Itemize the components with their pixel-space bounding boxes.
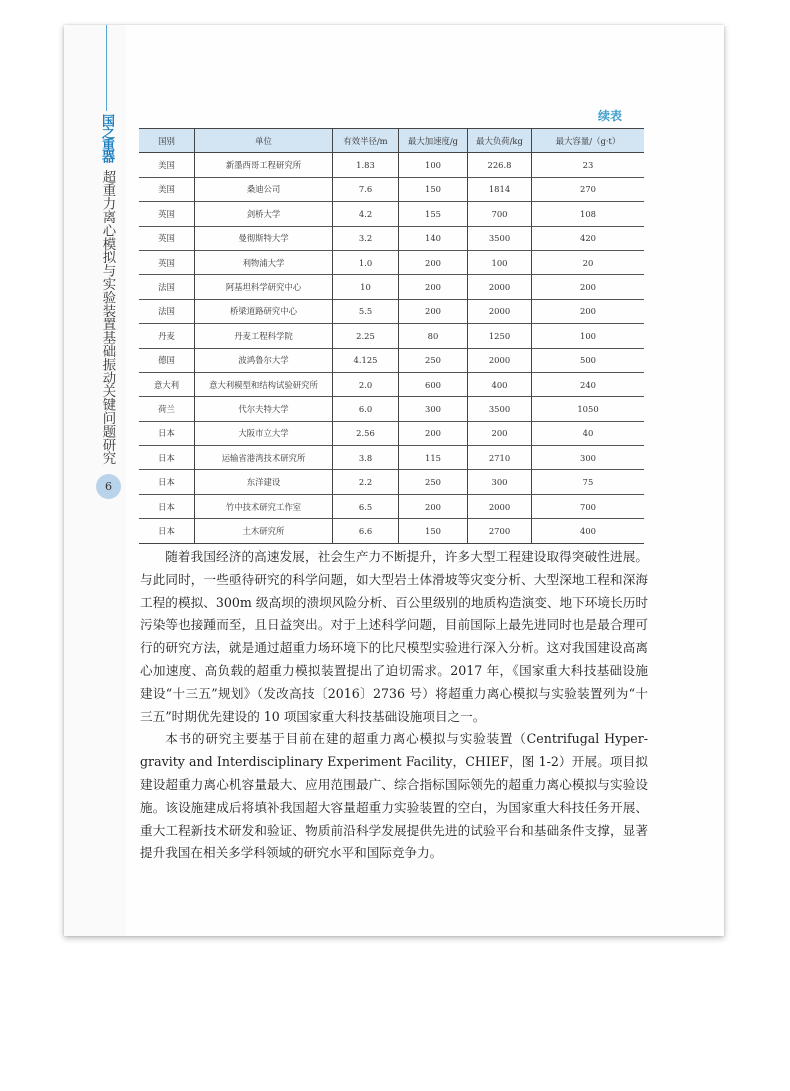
cell-country: 日本 bbox=[158, 452, 175, 463]
cell-radius: 4.2 bbox=[333, 202, 399, 226]
col-header-capacity: 最大容量/（g·t） bbox=[532, 129, 645, 153]
cell-country: 英国 bbox=[158, 257, 175, 268]
cell-capacity: 240 bbox=[532, 372, 645, 396]
cell-country: 日本 bbox=[158, 477, 175, 488]
cell-load: 100 bbox=[468, 250, 532, 274]
col-header-radius: 有效半径/m bbox=[333, 129, 399, 153]
cell-radius: 4.125 bbox=[333, 348, 399, 372]
cell-load: 700 bbox=[468, 202, 532, 226]
cell-radius: 6.0 bbox=[333, 397, 399, 421]
cell-load: 2000 bbox=[468, 348, 532, 372]
cell-acceleration: 155 bbox=[399, 202, 468, 226]
cell-institution: 波鸿鲁尔大学 bbox=[195, 348, 333, 372]
col-header-acceleration: 最大加速度/g bbox=[399, 129, 468, 153]
table-row bbox=[139, 446, 644, 470]
paragraph: 随着我国经济的高速发展，社会生产力不断提升，许多大型工程建设取得突破性进展。与此同时，一些亟待研究的科学问题，如大型岩土体滑坡等灾变分析、大型深地工程和深海工程的模拟、300m 级高坝的溃坝风险分析、百公里级别的地质构造演变、地下环境长历时污染等也接踵而至，且日益突出。对于上述科学问题，目前国际上最先进同时也是最合理可行的研究方法，就是通过超重力场环境下的比尺模型实验进行深入分析。这对我国建设高离心加速度、高负载的超重力模拟装置提出了迫切需求。2017 年，《国家重大科技基础设施建设“十三五”规划》（发改高技〔2016〕2736 号）将超重力离心模拟与实验装置列为“十三五”时期优先建设的 10 项国家重大科技基础设施项目之一。 bbox=[140, 549, 648, 724]
cell-radius: 2.25 bbox=[333, 324, 399, 348]
cell-country: 荷兰 bbox=[158, 403, 175, 414]
cell-load: 3500 bbox=[468, 397, 532, 421]
cell-capacity: 500 bbox=[532, 348, 645, 372]
centrifuge-table bbox=[139, 128, 644, 544]
table-row bbox=[139, 299, 644, 323]
table-row bbox=[139, 177, 644, 201]
cell-acceleration: 150 bbox=[399, 177, 468, 201]
cell-country: 美国 bbox=[158, 160, 175, 171]
cell-radius: 1.83 bbox=[333, 153, 399, 177]
cell-capacity: 200 bbox=[532, 275, 645, 299]
cell-institution: 阿基坦科学研究中心 bbox=[195, 275, 333, 299]
table-row bbox=[139, 250, 644, 274]
cell-acceleration: 200 bbox=[399, 421, 468, 445]
series-title: 国之重器 bbox=[99, 114, 114, 162]
cell-acceleration: 200 bbox=[399, 494, 468, 518]
table-row bbox=[139, 226, 644, 250]
col-header-load: 最大负荷/kg bbox=[468, 129, 532, 153]
cell-acceleration: 300 bbox=[399, 397, 468, 421]
cell-radius: 1.0 bbox=[333, 250, 399, 274]
table-row bbox=[139, 397, 644, 421]
cell-radius: 3.8 bbox=[333, 446, 399, 470]
cell-capacity: 700 bbox=[532, 494, 645, 518]
table-row bbox=[139, 519, 644, 543]
col-header-country: 国别 bbox=[158, 135, 175, 146]
book-page bbox=[64, 25, 724, 936]
cell-radius: 2.56 bbox=[333, 421, 399, 445]
cell-capacity: 108 bbox=[532, 202, 645, 226]
table-row bbox=[139, 275, 644, 299]
side-margin-strip bbox=[64, 25, 126, 936]
cell-country: 英国 bbox=[158, 233, 175, 244]
table-row bbox=[139, 470, 644, 494]
cell-country: 德国 bbox=[158, 355, 175, 366]
cell-institution: 竹中技术研究工作室 bbox=[195, 494, 333, 518]
cell-load: 226.8 bbox=[468, 153, 532, 177]
cell-institution: 新墨西哥工程研究所 bbox=[195, 153, 333, 177]
body-text bbox=[140, 546, 648, 865]
cell-acceleration: 140 bbox=[399, 226, 468, 250]
cell-institution: 运输省港湾技术研究所 bbox=[195, 446, 333, 470]
cell-capacity: 100 bbox=[532, 324, 645, 348]
cell-radius: 3.2 bbox=[333, 226, 399, 250]
cell-capacity: 400 bbox=[532, 519, 645, 543]
cell-load: 2000 bbox=[468, 494, 532, 518]
cell-country: 日本 bbox=[158, 501, 175, 512]
cell-radius: 10 bbox=[333, 275, 399, 299]
cell-institution: 大阪市立大学 bbox=[195, 421, 333, 445]
cell-capacity: 23 bbox=[532, 153, 645, 177]
cell-country: 日本 bbox=[158, 428, 175, 439]
cell-load: 2000 bbox=[468, 275, 532, 299]
cell-load: 300 bbox=[468, 470, 532, 494]
cell-institution: 桥梁道路研究中心 bbox=[195, 299, 333, 323]
table-row bbox=[139, 324, 644, 348]
table-row bbox=[139, 372, 644, 396]
cell-load: 400 bbox=[468, 372, 532, 396]
table-continued-label: 续表 bbox=[598, 109, 623, 123]
cell-acceleration: 80 bbox=[399, 324, 468, 348]
cell-institution: 桑迪公司 bbox=[195, 177, 333, 201]
cell-capacity: 200 bbox=[532, 299, 645, 323]
cell-capacity: 75 bbox=[532, 470, 645, 494]
table-header-row bbox=[139, 129, 644, 153]
cell-country: 日本 bbox=[158, 525, 175, 536]
cell-country: 丹麦 bbox=[158, 330, 175, 341]
cell-country: 法国 bbox=[158, 282, 175, 293]
cell-load: 1814 bbox=[468, 177, 532, 201]
table-row bbox=[139, 348, 644, 372]
cell-radius: 7.6 bbox=[333, 177, 399, 201]
cell-acceleration: 200 bbox=[399, 250, 468, 274]
cell-country: 意大利 bbox=[153, 379, 180, 390]
cell-load: 2710 bbox=[468, 446, 532, 470]
cell-capacity: 300 bbox=[532, 446, 645, 470]
cell-acceleration: 100 bbox=[399, 153, 468, 177]
table-row bbox=[139, 153, 644, 177]
cell-radius: 2.2 bbox=[333, 470, 399, 494]
cell-radius: 6.5 bbox=[333, 494, 399, 518]
col-header-institution: 单位 bbox=[195, 129, 333, 153]
table-row bbox=[139, 421, 644, 445]
cell-radius: 2.0 bbox=[333, 372, 399, 396]
cell-capacity: 1050 bbox=[532, 397, 645, 421]
book-title: 超重力离心模拟与实验装置基础振动关键问题研究 bbox=[100, 170, 115, 465]
cell-radius: 5.5 bbox=[333, 299, 399, 323]
cell-radius: 6.6 bbox=[333, 519, 399, 543]
cell-country: 法国 bbox=[158, 306, 175, 317]
cell-load: 2000 bbox=[468, 299, 532, 323]
cell-capacity: 420 bbox=[532, 226, 645, 250]
cell-load: 200 bbox=[468, 421, 532, 445]
cell-institution: 曼彻斯特大学 bbox=[195, 226, 333, 250]
cell-acceleration: 150 bbox=[399, 519, 468, 543]
cell-acceleration: 115 bbox=[399, 446, 468, 470]
cell-acceleration: 200 bbox=[399, 299, 468, 323]
table-row bbox=[139, 202, 644, 226]
cell-institution: 意大利模型和结构试验研究所 bbox=[195, 372, 333, 396]
cell-institution: 代尔夫特大学 bbox=[195, 397, 333, 421]
cell-institution: 丹麦工程科学院 bbox=[195, 324, 333, 348]
side-divider-line bbox=[106, 25, 107, 111]
cell-load: 2700 bbox=[468, 519, 532, 543]
cell-country: 英国 bbox=[158, 208, 175, 219]
page-number-badge: 6 bbox=[96, 474, 121, 499]
cell-acceleration: 250 bbox=[399, 470, 468, 494]
cell-acceleration: 200 bbox=[399, 275, 468, 299]
cell-capacity: 20 bbox=[532, 250, 645, 274]
cell-load: 1250 bbox=[468, 324, 532, 348]
cell-institution: 土木研究所 bbox=[195, 519, 333, 543]
table-row bbox=[139, 494, 644, 518]
cell-institution: 剑桥大学 bbox=[195, 202, 333, 226]
cell-capacity: 40 bbox=[532, 421, 645, 445]
cell-institution: 东洋建设 bbox=[195, 470, 333, 494]
cell-country: 美国 bbox=[158, 184, 175, 195]
cell-acceleration: 600 bbox=[399, 372, 468, 396]
cell-institution: 利物浦大学 bbox=[195, 250, 333, 274]
paragraph: 本书的研究主要基于目前在建的超重力离心模拟与实验装置（Centrifugal Hyper-gravity and Interdisciplinary Experiment Facility，CHIEF，图 1-2）开展。项目拟建设超重力离心机容量最大、应用范围最广、综合指标国际领先的超重力离心模拟与实验设施。该设施建成后将填补我国超大容量超重力实验装置的空白，为国家重大科技任务开展、重大工程新技术研发和验证、物质前沿科学发展提供先进的试验平台和基础条件支撑，显著提升我国在相关多学科领域的研究水平和国际竞争力。 bbox=[140, 731, 648, 861]
cell-acceleration: 250 bbox=[399, 348, 468, 372]
cell-load: 3500 bbox=[468, 226, 532, 250]
cell-capacity: 270 bbox=[532, 177, 645, 201]
